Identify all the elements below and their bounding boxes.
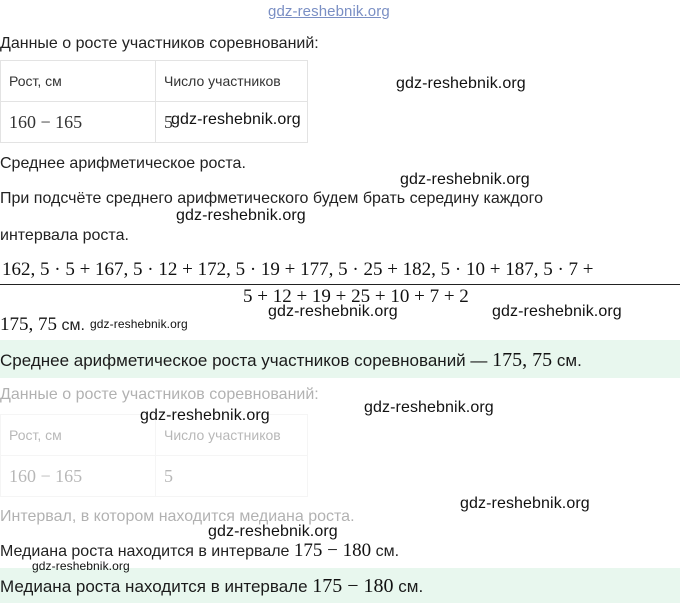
table-header-row: [1, 61, 308, 102]
mean-answer-box: [0, 340, 680, 378]
watermark: gdz-reshebnik.org: [400, 171, 530, 188]
mean-answer-text: Среднее арифметическое роста участников соревнований —: [0, 351, 488, 370]
mean-result-value: 175, 75: [0, 314, 57, 335]
watermark: gdz-reshebnik.org: [208, 523, 338, 540]
median-interval: 175 − 180: [293, 540, 372, 561]
formula-denominator: 5 + 12 + 19 + 25 + 10 + 7 + 2: [243, 286, 469, 307]
median-text-label: Медиана роста находится в интервале: [0, 543, 290, 560]
mean-explanation-line1: При подсчёте среднего арифметического будем брать середину каждого: [0, 190, 544, 207]
watermark: gdz-reshebnik.org: [268, 303, 398, 320]
mean-answer-unit: см.: [556, 351, 582, 370]
mean-result: [0, 314, 85, 336]
intro-text-faded: Данные о росте участников соревнований:: [0, 386, 319, 403]
table-header-height: Рост, см: [1, 61, 156, 102]
intro-text: Данные о росте участников соревнований:: [0, 35, 319, 52]
mean-answer: [0, 349, 582, 372]
watermark: gdz-reshebnik.org: [460, 495, 590, 512]
fraction-line: [0, 284, 680, 285]
table-cell-interval: 160 − 165: [1, 102, 156, 143]
watermark: gdz-reshebnik.org: [90, 317, 188, 331]
median-answer-unit: см.: [398, 577, 424, 596]
watermark: gdz-reshebnik.org: [492, 303, 622, 320]
watermark: gdz-reshebnik.org: [364, 399, 494, 416]
watermark: gdz-reshebnik.org: [396, 75, 526, 92]
table-header-count: Число участников: [156, 415, 308, 456]
median-unit: см.: [375, 543, 400, 560]
median-answer-interval: 175 − 180: [312, 575, 394, 597]
watermark: gdz-reshebnik.org: [176, 207, 306, 224]
watermark: gdz-reshebnik.org: [171, 111, 301, 128]
mean-answer-value: 175, 75: [492, 349, 553, 371]
median-answer-box: [0, 568, 680, 603]
table-cell-interval: 160 − 165: [1, 456, 156, 497]
median-answer: [0, 575, 423, 598]
formula-numerator: 162, 5 · 5 + 167, 5 · 12 + 172, 5 · 19 + 177, 5 · 25 + 182, 5 · 10 + 187, 5 · 7 +: [2, 259, 594, 280]
table-row: [1, 456, 308, 497]
watermark-top: gdz-reshebnik.org: [268, 3, 390, 20]
watermark: gdz-reshebnik.org: [32, 559, 130, 573]
height-table: [0, 60, 308, 143]
median-answer-text: Медиана роста находится в интервале: [0, 577, 308, 596]
height-table-faded: [0, 414, 308, 497]
table-cell-count: 5: [156, 102, 308, 143]
mean-result-unit: см.: [61, 317, 85, 334]
mean-explanation-line2: интервала роста.: [0, 227, 129, 244]
table-cell-count: 5: [156, 456, 308, 497]
mean-heading: Среднее арифметическое роста.: [0, 155, 246, 172]
table-header-height: Рост, см: [1, 415, 156, 456]
watermark: gdz-reshebnik.org: [140, 407, 270, 424]
table-header-count: Число участников: [156, 61, 308, 102]
median-heading: Интервал, в котором находится медиана роста.: [0, 508, 355, 525]
